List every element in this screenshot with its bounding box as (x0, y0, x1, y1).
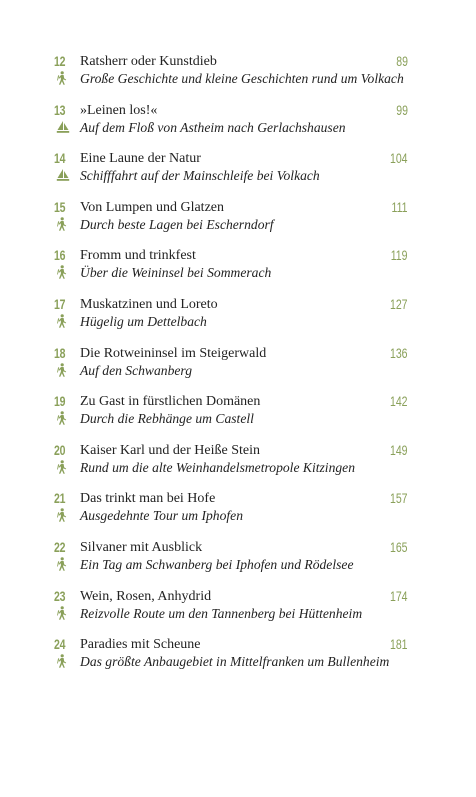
page-number: 119 (391, 248, 408, 264)
toc-entry[interactable] (0, 635, 476, 684)
sailboat-icon (56, 120, 70, 134)
page-number: 127 (390, 296, 408, 312)
chapter-subtitle: Ausgedehnte Tour um Iphofen (80, 508, 243, 524)
chapter-title: Silvaner mit Ausblick (80, 539, 203, 555)
chapter-number: 23 (54, 588, 66, 604)
chapter-title: Das trinkt man bei Hofe (80, 491, 216, 507)
page-number: 89 (396, 54, 408, 69)
chapter-number: 13 (54, 102, 66, 118)
chapter-number: 20 (54, 442, 66, 458)
hiker-icon (56, 606, 70, 620)
chapter-title: Kaiser Karl und der Heiße Stein (80, 442, 260, 458)
chapter-subtitle: Hügelig um Dettelbach (80, 313, 207, 329)
chapter-title: Die Rotweininsel im Steigerwald (80, 345, 267, 361)
page-number: 181 (390, 637, 408, 653)
hiker-icon (56, 217, 70, 231)
page-number: 149 (390, 442, 408, 458)
toc-entry[interactable] (0, 149, 476, 198)
hiker-icon (56, 654, 70, 668)
page-number: 136 (390, 345, 408, 361)
chapter-title: Paradies mit Scheune (80, 637, 201, 653)
hiker-icon (56, 363, 70, 377)
toc-entry[interactable] (0, 295, 476, 344)
chapter-subtitle: Durch die Rebhänge um Castell (80, 411, 254, 427)
hiker-icon (56, 460, 70, 474)
toc-entry[interactable] (0, 489, 476, 538)
chapter-subtitle: Durch beste Lagen bei Escherndorf (80, 216, 274, 232)
chapter-subtitle: Rund um die alte Weinhandelsmetropole Kitzingen (80, 459, 355, 475)
chapter-number: 18 (54, 345, 66, 361)
chapter-subtitle: Reizvolle Route um den Tannenberg bei Hüttenheim (80, 605, 363, 621)
chapter-number: 19 (54, 394, 66, 410)
toc-entry[interactable] (0, 52, 476, 101)
chapter-subtitle: Auf dem Floß von Astheim nach Gerlachshausen (80, 119, 346, 135)
chapter-number: 21 (54, 491, 66, 507)
chapter-title: Zu Gast in fürstlichen Domänen (80, 394, 261, 410)
hiker-icon (56, 314, 70, 328)
chapter-subtitle: Schifffahrt auf der Mainschleife bei Volkach (80, 168, 320, 184)
page-number: 104 (390, 151, 408, 167)
hiker-icon (56, 265, 70, 279)
chapter-title: Fromm und trinkfest (80, 248, 196, 264)
hiker-icon (56, 508, 70, 522)
hiker-icon (56, 557, 70, 571)
toc-entry[interactable] (0, 101, 476, 150)
chapter-title: Wein, Rosen, Anhydrid (80, 588, 212, 604)
page-number: 99 (396, 102, 408, 118)
chapter-title: Ratsherr oder Kunstdieb (80, 54, 217, 69)
toc-entry[interactable] (0, 246, 476, 295)
toc-entry[interactable] (0, 441, 476, 490)
chapter-number: 14 (54, 151, 66, 167)
page-number: 142 (390, 394, 408, 410)
chapter-subtitle: Über die Weininsel bei Sommerach (80, 265, 272, 281)
page-number: 165 (390, 539, 408, 555)
page-number: 174 (390, 588, 408, 604)
page-number: 111 (391, 199, 408, 215)
chapter-subtitle: Ein Tag am Schwanberg bei Iphofen und Rödelsee (80, 556, 354, 572)
hiker-icon (56, 71, 70, 85)
page-number: 157 (390, 491, 408, 507)
toc-entry[interactable] (0, 392, 476, 441)
hiker-icon (56, 411, 70, 425)
chapter-number: 16 (54, 248, 66, 264)
chapter-number: 17 (54, 296, 66, 312)
toc-entry[interactable] (0, 587, 476, 636)
chapter-subtitle: Das größte Anbaugebiet in Mittelfranken um Bullenheim (80, 654, 390, 670)
chapter-number: 24 (54, 637, 66, 653)
sailboat-icon (56, 168, 70, 182)
chapter-subtitle: Auf den Schwanberg (80, 362, 193, 378)
chapter-title: »Leinen los!« (80, 102, 158, 118)
chapter-subtitle: Große Geschichte und kleine Geschichten rund um Volkach (80, 71, 404, 86)
chapter-number: 15 (54, 199, 66, 215)
chapter-title: Von Lumpen und Glatzen (80, 199, 224, 215)
toc-entry[interactable] (0, 198, 476, 247)
chapter-number: 12 (54, 54, 66, 69)
toc-entry[interactable] (0, 538, 476, 587)
chapter-title: Muskatzinen und Loreto (80, 296, 218, 312)
table-of-contents (0, 52, 476, 684)
chapter-title: Eine Laune der Natur (80, 151, 201, 167)
toc-entry[interactable] (0, 344, 476, 393)
chapter-number: 22 (54, 539, 66, 555)
